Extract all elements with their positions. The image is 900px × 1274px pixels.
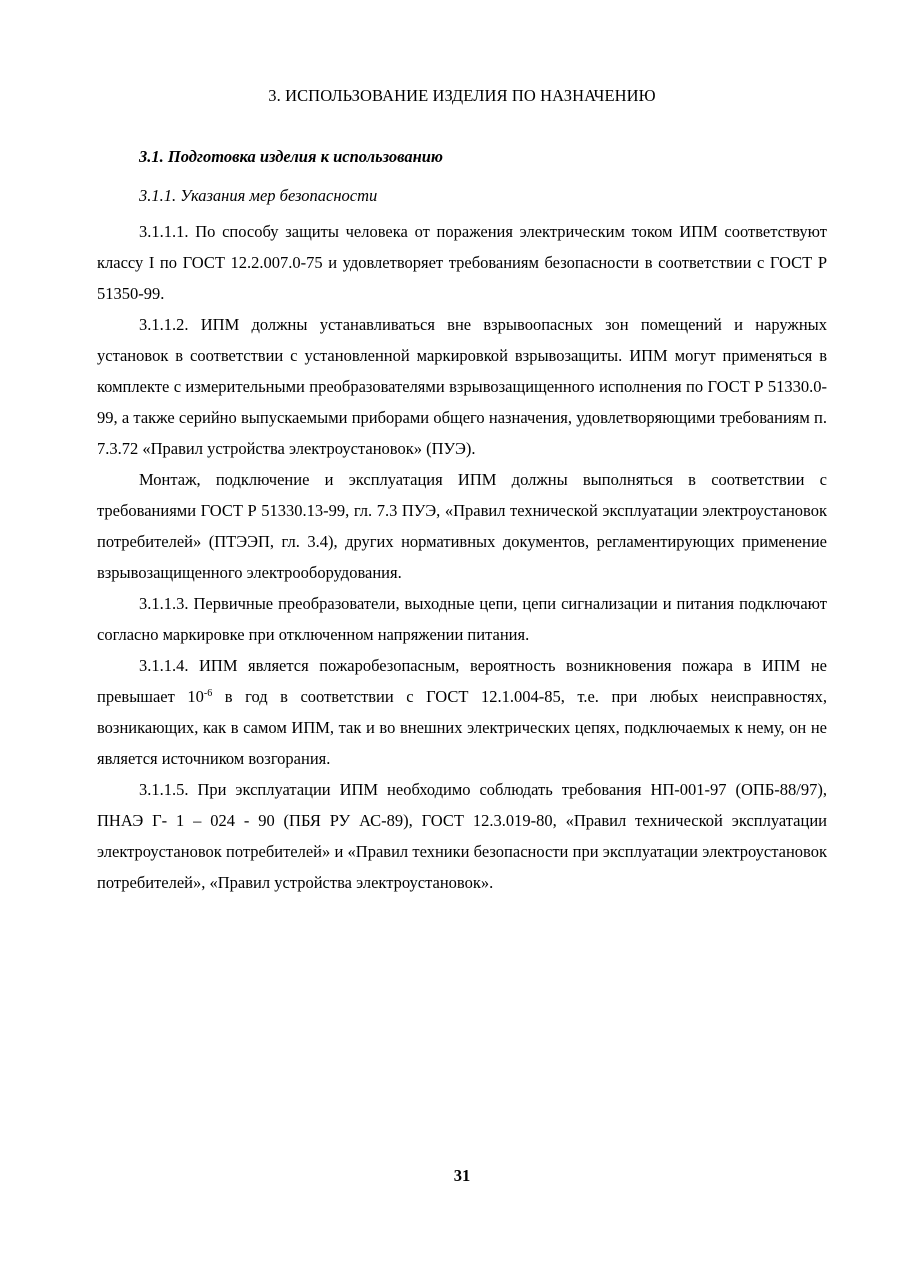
document-page — [97, 0, 827, 1274]
paragraph-3-1-1-1: 3.1.1.1. По способу защиты человека от поражения электрическим током ИПМ соответствуют классу I по ГОСТ 12.2.007.0-75 и удовлетворяет требованиям безопасности в соответствии с ГОСТ Р 51350-99. — [97, 222, 827, 303]
subsubsection-title: 3.1.1. Указания мер безопасности — [139, 186, 378, 205]
body-text — [97, 216, 827, 898]
paragraph-3-1-1-5: 3.1.1.5. При эксплуатации ИПМ необходимо соблюдать требования НП-001-97 (ОПБ-88/97), ПНАЭ Г- 1 – 024 - 90 (ПБЯ РУ АС-89), ГОСТ 12.3.019-80, «Правил технической эксплуатации электроустановок потребителей» и «Правил техники безопасности при эксплуатации электроустановок потребителей», «Правил устройства электроустановок». — [97, 780, 827, 892]
paragraph-3-1-1-3: 3.1.1.3. Первичные преобразователи, выходные цепи, цепи сигнализации и питания подключают согласно маркировке при отключенном напряжении питания. — [97, 594, 827, 644]
fire-text-after: в год в соответствии с ГОСТ 12.1.004-85, т.е. при любых неисправностях, возникающих, как в самом ИПМ, так и во внешних электрических цепях, подключаемых к нему, он не является источником возгорания. — [97, 687, 828, 768]
paragraph-3-1-1-4 — [97, 650, 827, 774]
subsection-title: 3.1. Подготовка изделия к использованию — [139, 147, 443, 166]
page-number: 31 — [453, 1166, 471, 1185]
fire-exponent: -6 — [203, 688, 213, 699]
section-title: 3. ИСПОЛЬЗОВАНИЕ ИЗДЕЛИЯ ПО НАЗНАЧЕНИЮ — [268, 86, 656, 105]
paragraph-3-1-1-2: 3.1.1.2. ИПМ должны устанавливаться вне взрывоопасных зон помещений и наружных установок в соответствии с установленной маркировкой взрывозащиты. ИПМ могут применяться в комплекте с измерительными преобразователями взрывозащищенного исполнения по ГОСТ Р 51330.0-99, а также серийно выпускаемыми приборами общего назначения, удовлетворяющими требованиям п. 7.3.72 «Правил устройства электроустановок» (ПУЭ). — [97, 315, 827, 458]
paragraph-installation: Монтаж, подключение и эксплуатация ИПМ должны выполняться в соответствии с требованиями ГОСТ Р 51330.13-99, гл. 7.3 ПУЭ, «Правил технической эксплуатации электроустановок потребителей» (ПТЭЭП, гл. 3.4), других нормативных документов, регламентирующих применение взрывозащищенного электрооборудования. — [97, 470, 827, 582]
fire-text-before: 3.1.1.4. ИПМ является пожаробезопасным, вероятность возникновения пожара в ИПМ не превышает 10 — [97, 656, 827, 706]
